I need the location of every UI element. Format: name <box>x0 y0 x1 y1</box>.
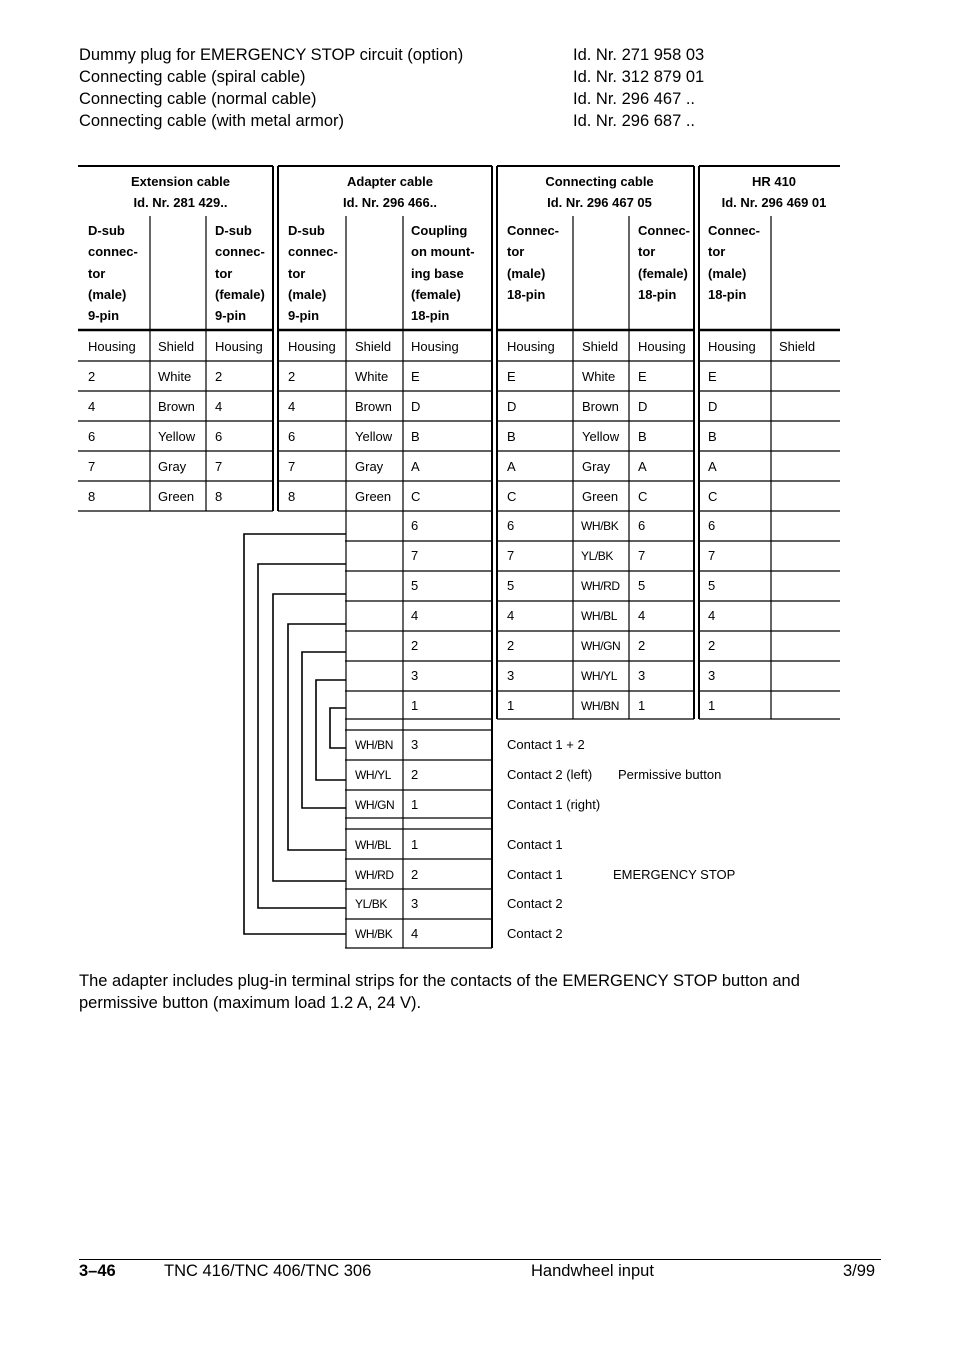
header-line: (female) <box>638 266 688 281</box>
wire-color: YL/BK <box>355 897 388 911</box>
table-cell: 3 <box>638 668 646 683</box>
wire-color: WH/YL <box>355 768 392 782</box>
table-cell: 6 <box>215 429 223 444</box>
header-line: 9-pin <box>88 308 120 323</box>
table-cell: 4 <box>708 608 716 623</box>
product-name: TNC 416/TNC 406/TNC 306 <box>164 1262 372 1280</box>
table-cell: A <box>411 459 420 474</box>
table-cell: B <box>411 429 420 444</box>
table-cell: 1 <box>411 698 419 713</box>
header-line: 9-pin <box>288 308 320 323</box>
header-line: (male) <box>507 266 546 281</box>
table-cell: 2 <box>215 369 223 384</box>
table-cell: A <box>708 459 717 474</box>
adapter-note: The adapter includes plug-in terminal strips for the contacts of the EMERGENCY STOP button and permissive button (maximum load 1.2 A, 24 V). <box>79 972 800 1012</box>
table-cell: 7 <box>215 459 223 474</box>
table-cell: E <box>507 369 516 384</box>
table-cell: 7 <box>708 548 716 563</box>
table-cell: Housing <box>507 339 555 354</box>
header-line: (female) <box>215 287 265 302</box>
table-cell: E <box>411 369 420 384</box>
table-cell: 2 <box>88 369 96 384</box>
group-id: Id. Nr. 296 466.. <box>343 195 437 210</box>
section-name: Handwheel input <box>531 1262 654 1280</box>
table-cell: 3 <box>411 668 419 683</box>
table-cell: 4 <box>638 608 646 623</box>
table-cell: 2 <box>507 638 515 653</box>
table-cell: D <box>708 399 718 414</box>
table-cell: C <box>411 489 421 504</box>
header-line: 18-pin <box>507 287 546 302</box>
header-line: Coupling <box>411 223 468 238</box>
table-cell: Brown <box>355 399 392 414</box>
table-cell: Housing <box>638 339 686 354</box>
table-cell: 2 <box>411 638 419 653</box>
terminal-pin: 3 <box>411 896 419 911</box>
part-name-4: Connecting cable (with metal armor) <box>79 112 345 130</box>
table-cell: 8 <box>215 489 223 504</box>
header-line: 18-pin <box>708 287 747 302</box>
table-cell: 6 <box>411 518 419 533</box>
table-cell: 6 <box>88 429 96 444</box>
table-cell: D <box>638 399 648 414</box>
table-cell: E <box>638 369 647 384</box>
contact-label: Contact 2 <box>507 896 563 911</box>
contact-label: Contact 2 (left) <box>507 767 593 782</box>
table-cell: Shield <box>779 339 816 354</box>
part-name-2: Connecting cable (spiral cable) <box>79 68 306 86</box>
table-cell: D <box>507 399 517 414</box>
table-cell: C <box>507 489 517 504</box>
table-cell: Shield <box>158 339 195 354</box>
table-cell: Shield <box>582 339 619 354</box>
table-cell: WH/BN <box>581 699 619 713</box>
table-cell: Green <box>355 489 392 504</box>
header-line: connec- <box>215 244 265 259</box>
table-cell: D <box>411 399 421 414</box>
header-line: Connec- <box>638 223 690 238</box>
table-cell: 4 <box>507 608 515 623</box>
contact-label: Contact 2 <box>507 926 563 941</box>
contact-label: Contact 1 <box>507 867 563 882</box>
header-line: (male) <box>288 287 327 302</box>
table-cell: Yellow <box>582 429 620 444</box>
table-cell: 6 <box>288 429 296 444</box>
table-cell: 6 <box>708 518 716 533</box>
table-cell: 1 <box>708 698 716 713</box>
table-cell: 4 <box>88 399 96 414</box>
header-line: tor <box>215 266 233 281</box>
table-cell: 5 <box>638 578 646 593</box>
table-cell: Yellow <box>158 429 196 444</box>
table-cell: A <box>507 459 516 474</box>
header-line: (female) <box>411 287 461 302</box>
permissive-button-label: Permissive button <box>618 767 722 782</box>
part-name-1: Dummy plug for EMERGENCY STOP circuit (option) <box>79 46 464 64</box>
terminal-pin: 4 <box>411 926 419 941</box>
terminal-pin: 3 <box>411 737 419 752</box>
table-cell: Housing <box>215 339 263 354</box>
terminal-pin: 2 <box>411 767 419 782</box>
table-cell: Gray <box>158 459 187 474</box>
table-cell: 2 <box>288 369 296 384</box>
part-name-3: Connecting cable (normal cable) <box>79 90 317 108</box>
table-cell: 8 <box>88 489 96 504</box>
table-cell: A <box>638 459 647 474</box>
edition-date: 3/99 <box>843 1262 876 1280</box>
header-line: tor <box>288 266 306 281</box>
header-line: 18-pin <box>411 308 450 323</box>
part-id-3: Id. Nr. 296 467 .. <box>573 90 695 108</box>
table-cell: Housing <box>411 339 459 354</box>
header-line: ing base <box>411 266 464 281</box>
table-cell: Housing <box>88 339 136 354</box>
emergency-stop-label: EMERGENCY STOP <box>613 867 736 882</box>
table-cell: 6 <box>507 518 515 533</box>
table-cell: 4 <box>288 399 296 414</box>
table-cell: B <box>638 429 647 444</box>
table-cell: 4 <box>411 608 419 623</box>
table-cell: Housing <box>288 339 336 354</box>
header-line: (male) <box>708 266 747 281</box>
group-title: Adapter cable <box>347 174 433 189</box>
table-cell: WH/YL <box>581 669 618 683</box>
table-cell: 7 <box>638 548 646 563</box>
table-cell: 2 <box>708 638 716 653</box>
table-cell: WH/RD <box>581 579 620 593</box>
table-cell: C <box>708 489 718 504</box>
table-cell: Brown <box>158 399 195 414</box>
header-line: tor <box>638 244 656 259</box>
table-cell: WH/BL <box>581 609 618 623</box>
table-cell: B <box>708 429 717 444</box>
table-cell: Gray <box>582 459 611 474</box>
table-cell: 6 <box>638 518 646 533</box>
table-cell: Shield <box>355 339 392 354</box>
header-line: D-sub <box>88 223 125 238</box>
table-cell: 5 <box>708 578 716 593</box>
table-cell: 7 <box>507 548 515 563</box>
table-cell: 7 <box>411 548 419 563</box>
table-cell: E <box>708 369 717 384</box>
table-cell: 8 <box>288 489 296 504</box>
table-cell: 7 <box>288 459 296 474</box>
part-id-4: Id. Nr. 296 687 .. <box>573 112 695 130</box>
table-cell: WH/BK <box>581 519 619 533</box>
header-line: 18-pin <box>638 287 677 302</box>
header-line: tor <box>708 244 726 259</box>
table-cell: 3 <box>708 668 716 683</box>
header-line: D-sub <box>215 223 252 238</box>
table-cell: Gray <box>355 459 384 474</box>
footer-rule <box>79 1259 881 1260</box>
header-line: (male) <box>88 287 127 302</box>
table-cell: White <box>158 369 192 384</box>
part-id-2: Id. Nr. 312 879 01 <box>573 68 705 86</box>
group-id: Id. Nr. 296 469 01 <box>721 195 827 210</box>
table-cell: 4 <box>215 399 223 414</box>
header-line: on mount- <box>411 244 475 259</box>
table-cell: 1 <box>638 698 646 713</box>
table-cell: C <box>638 489 648 504</box>
page-number: 3–46 <box>79 1262 116 1280</box>
table-cell: Green <box>158 489 195 504</box>
group-title: HR 410 <box>751 174 797 189</box>
wire-color: WH/BK <box>355 927 393 941</box>
contact-label: Contact 1 + 2 <box>507 737 585 752</box>
header-line: D-sub <box>288 223 325 238</box>
table-cell: Yellow <box>355 429 393 444</box>
table-cell: 3 <box>507 668 515 683</box>
terminal-pin: 2 <box>411 867 419 882</box>
table-cell: Brown <box>582 399 619 414</box>
wire-color: WH/BN <box>355 738 393 752</box>
table-cell: B <box>507 429 516 444</box>
header-line: 9-pin <box>215 308 247 323</box>
table-cell: YL/BK <box>581 549 614 563</box>
header-line: connec- <box>288 244 338 259</box>
part-id-1: Id. Nr. 271 958 03 <box>573 46 705 64</box>
table-cell: White <box>582 369 616 384</box>
table-cell: Green <box>582 489 619 504</box>
header-line: connec- <box>88 244 138 259</box>
header-line: Connec- <box>708 223 760 238</box>
terminal-pin: 1 <box>411 837 419 852</box>
group-id: Id. Nr. 281 429.. <box>133 195 228 210</box>
group-title: Extension cable <box>131 174 230 189</box>
header-line: tor <box>507 244 525 259</box>
table-cell: 1 <box>507 698 515 713</box>
wire-color: WH/BL <box>355 838 392 852</box>
contact-label: Contact 1 (right) <box>507 797 601 812</box>
table-cell: White <box>355 369 389 384</box>
group-id: Id. Nr. 296 467 05 <box>547 195 652 210</box>
wire-color: WH/RD <box>355 868 394 882</box>
table-cell: 2 <box>638 638 646 653</box>
wire-color: WH/GN <box>355 798 395 812</box>
table-cell: Housing <box>708 339 756 354</box>
header-line: Connec- <box>507 223 559 238</box>
table-cell: 5 <box>507 578 515 593</box>
group-title: Connecting cable <box>545 174 654 189</box>
table-cell: 7 <box>88 459 96 474</box>
contact-label: Contact 1 <box>507 837 563 852</box>
header-line: tor <box>88 266 106 281</box>
table-cell: WH/GN <box>581 639 621 653</box>
terminal-pin: 1 <box>411 797 419 812</box>
table-cell: 5 <box>411 578 419 593</box>
